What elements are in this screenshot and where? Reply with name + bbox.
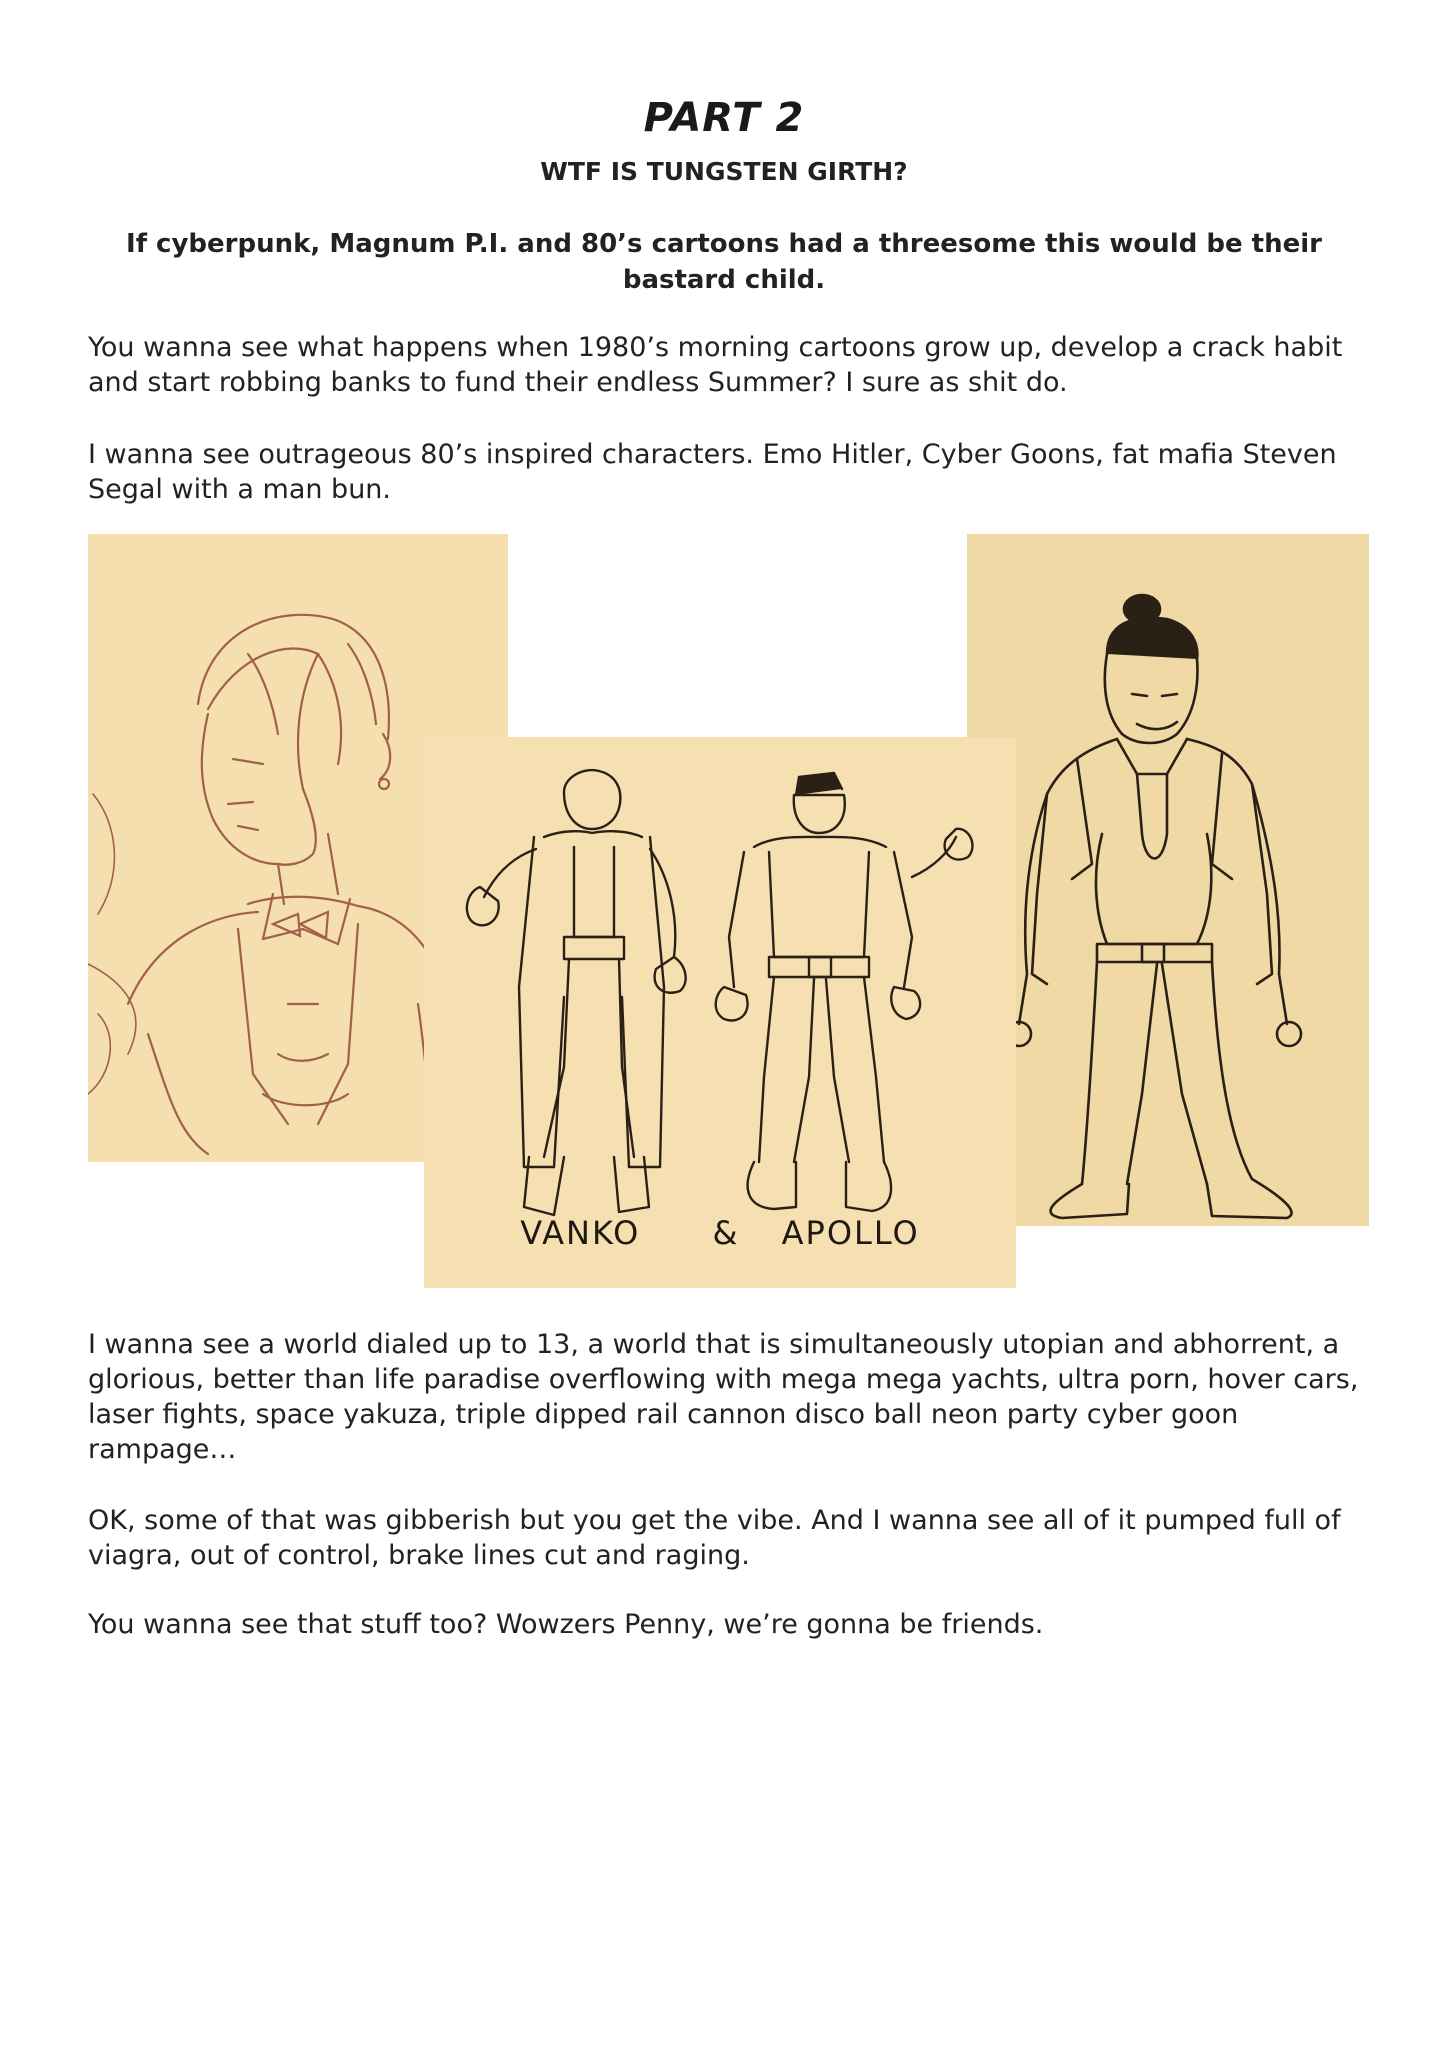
paragraph-4: OK, some of that was gibberish but you get the vibe. And I wanna see all of it pumped full of viagra, out of control, brake lines cut and raging. [88,1505,1341,1571]
vanko-apollo-sketch [424,737,1016,1288]
page-subtitle: WTF IS TUNGSTEN GIRTH? [540,157,908,186]
paragraph-3: I wanna see a world dialed up to 13, a world that is simultaneously utopian and abhorrent, a glorious, better than life paradise overflowing with mega mega yachts, ultra porn, hover cars, laser fights, space yakuza, triple dipped rail cannon disco ball neon party cyber goon rampage… [88,1329,1359,1465]
paragraph-1: You wanna see what happens when 1980’s morning cartoons grow up, develop a crack habit and start robbing banks to fund their endless Summer? I sure as shit do. [88,332,1343,398]
sketch-caption [424,1214,1016,1252]
mafia-man-bun-sketch [967,534,1369,1226]
caption-vanko: VANKO [520,1214,641,1252]
caption-ampersand: & [712,1214,740,1252]
caption-apollo: APOLLO [781,1214,920,1252]
page-title: PART 2 [643,95,805,141]
tagline: If cyberpunk, Magnum P.I. and 80’s cartoons had a threesome this would be their bastard child. [126,229,1322,295]
paragraph-5: You wanna see that stuff too? Wowzers Penny, we’re gonna be friends. [88,1609,1044,1640]
paragraph-2: I wanna see outrageous 80’s inspired characters. Emo Hitler, Cyber Goons, fat mafia Steven Segal with a man bun. [88,439,1337,505]
